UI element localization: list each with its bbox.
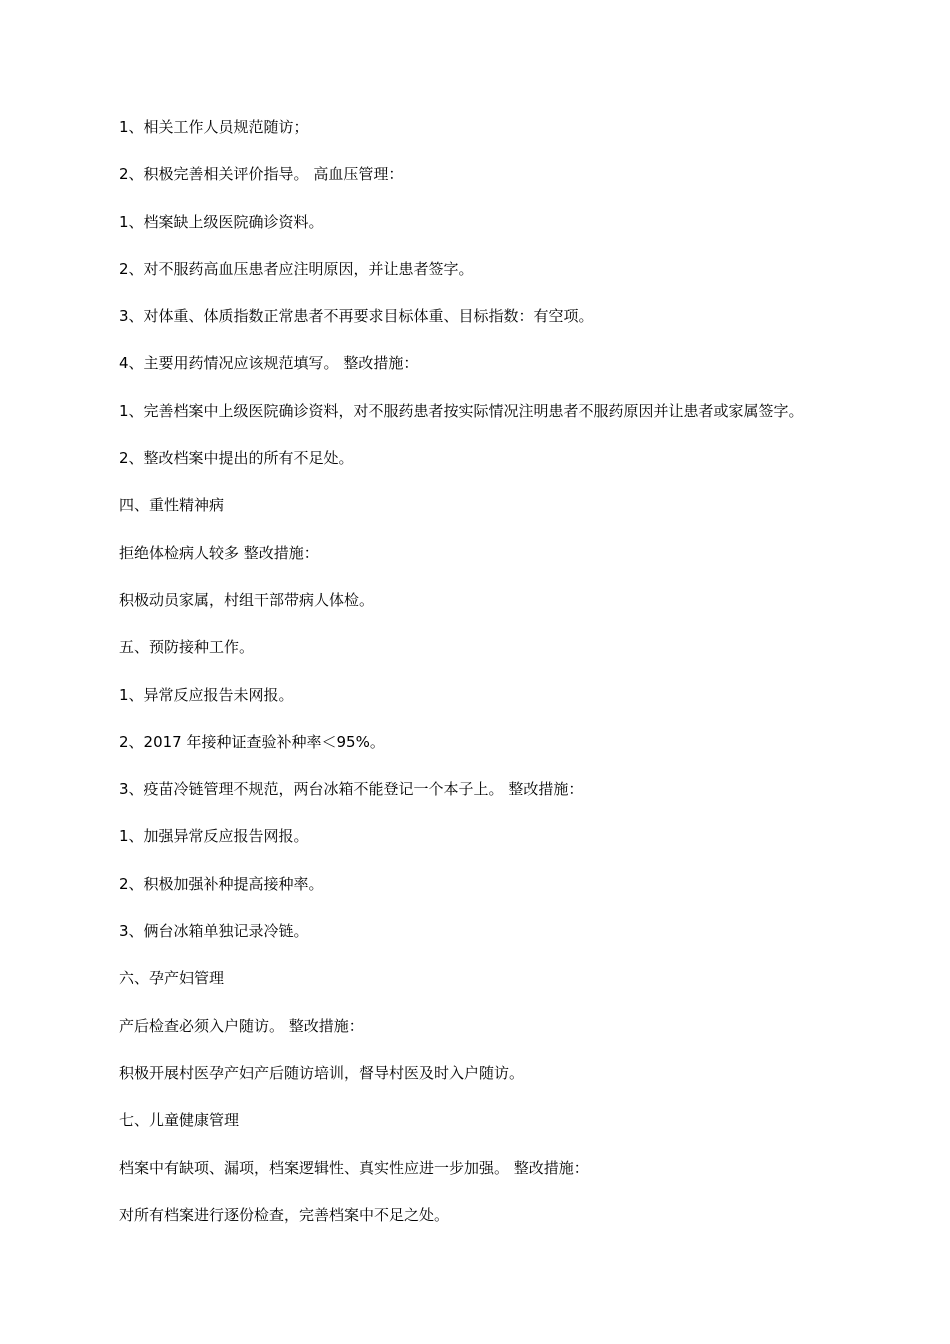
text-line-11: 积极动员家属，村组干部带病人体检。 [119,590,375,609]
text-line-16: 1、加强异常反应报告网报。 [119,827,309,846]
text-line-13: 1、异常反应报告未网报。 [119,685,294,704]
section-heading-7: 七、儿童健康管理 [119,1111,240,1130]
text-line-21: 积极开展村医孕产妇产后随访培训，督导村医及时入户随访。 [119,1063,525,1082]
section-heading-4: 四、重性精神病 [119,496,225,515]
text-line-18: 3、俩台冰箱单独记录冷链。 [119,922,309,941]
text-line-2: 2、积极完善相关评价指导。 高血压管理： [119,165,404,184]
text-line-3: 1、档案缺上级医院确诊资料。 [119,212,324,231]
text-line-1: 1、相关工作人员规范随访； [119,118,309,136]
document-body [119,112,909,1247]
text-line-17: 2、积极加强补种提高接种率。 [119,874,324,893]
text-line-6: 4、主要用药情况应该规范填写。 整改措施： [119,354,419,373]
text-line-10: 拒绝体检病人较多 整改措施： [119,543,319,562]
text-line-23: 档案中有缺项、漏项，档案逻辑性、真实性应进一步加强。 整改措施： [119,1158,589,1177]
text-line-24: 对所有档案进行逐份检查，完善档案中不足之处。 [119,1205,450,1224]
text-line-14: 2、2017 年接种证查验补种率＜95%。 [119,732,385,751]
text-line-15: 3、疫苗冷链管理不规范，两台冰箱不能登记一个本子上。 整改措施： [119,780,584,799]
section-heading-5: 五、预防接种工作。 [119,638,255,657]
text-line-4: 2、对不服药高血压患者应注明原因，并让患者签字。 [119,259,474,278]
text-line-7: 1、完善档案中上级医院确诊资料，对不服药患者按实际情况注明患者不服药原因并让患者或家属签字。 [119,401,804,420]
text-line-8: 2、整改档案中提出的所有不足处。 [119,449,354,468]
section-heading-6: 六、孕产妇管理 [119,969,225,988]
text-line-5: 3、对体重、体质指数正常患者不再要求目标体重、目标指数：有空项。 [119,307,594,326]
text-line-20: 产后检查必须入户随访。 整改措施： [119,1016,364,1035]
